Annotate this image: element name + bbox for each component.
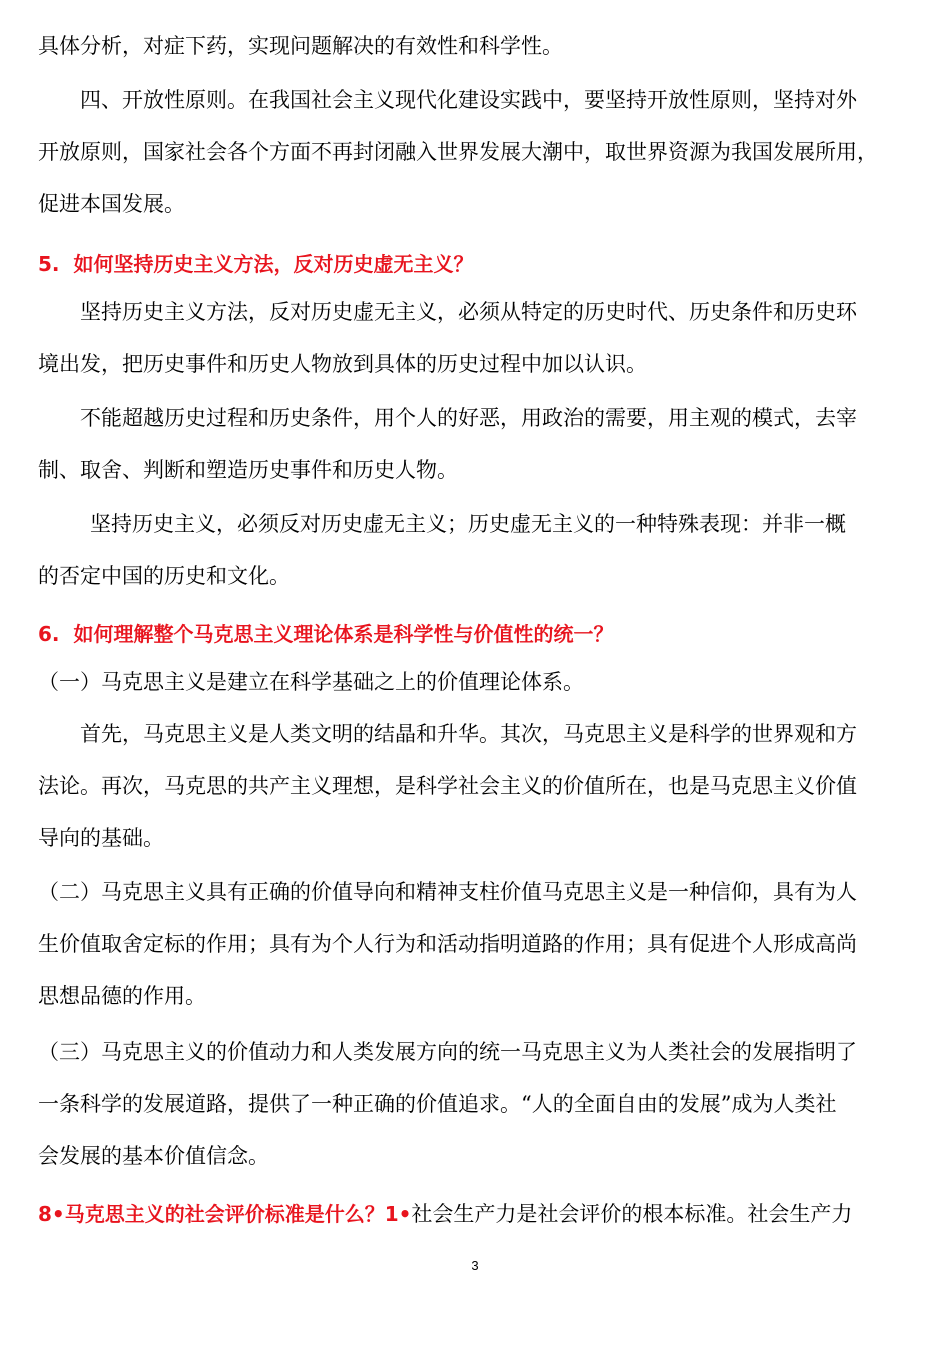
paragraph-line: 制、取舍、判断和塑造历史事件和历史人物。 xyxy=(38,458,458,482)
paragraph-line: 的否定中国的历史和文化。 xyxy=(38,564,290,588)
paragraph-line: 首先，马克思主义是人类文明的结晶和升华。其次，马克思主义是科学的世界观和方 xyxy=(80,722,857,746)
section-heading-8 xyxy=(38,1200,913,1228)
paragraph-line: 促进本国发展。 xyxy=(38,192,185,216)
paragraph-line: 开放原则，国家社会各个方面不再封闭融入世界发展大潮中，取世界资源为我国发展所用， xyxy=(38,140,878,164)
paragraph-line: 坚持历史主义，必须反对历史虚无主义；历史虚无主义的一种特殊表现：并非一概 xyxy=(90,512,846,536)
paragraph-line: （一）马克思主义是建立在科学基础之上的价值理论体系。 xyxy=(38,670,584,694)
heading-text: 8•马克思主义的社会评价标准是什么？ xyxy=(38,1202,385,1226)
heading-text: 如何理解整个马克思主义理论体系是科学性与价值性的统一？ xyxy=(73,622,614,646)
paragraph-line: 境出发，把历史事件和历史人物放到具体的历史过程中加以认识。 xyxy=(38,352,647,376)
paragraph-line: （二）马克思主义具有正确的价值导向和精神支柱价值马克思主义是一种信仰，具有为人 xyxy=(38,880,857,904)
heading-number: 5. xyxy=(38,252,60,276)
section-heading-6 xyxy=(38,620,913,648)
paragraph-line: 会发展的基本价值信念。 xyxy=(38,1144,269,1168)
paragraph-line: 坚持历史主义方法，反对历史虚无主义，必须从特定的历史时代、历史条件和历史环 xyxy=(80,300,857,324)
paragraph-line: 思想品德的作用。 xyxy=(38,984,206,1008)
paragraph-line: （三）马克思主义的价值动力和人类发展方向的统一马克思主义为人类社会的发展指明了 xyxy=(38,1040,857,1064)
paragraph-line: 导向的基础。 xyxy=(38,826,164,850)
paragraph-line: 法论。再次，马克思的共产主义理想，是科学社会主义的价值所在，也是马克思主义价值 xyxy=(38,774,857,798)
section-heading-5 xyxy=(38,250,913,278)
heading-trail-text: 社会生产力是社会评价的根本标准。社会生产力 xyxy=(411,1202,853,1226)
paragraph-line: 不能超越历史过程和历史条件，用个人的好恶，用政治的需要，用主观的模式，去宰 xyxy=(80,406,857,430)
paragraph-line: 一条科学的发展道路，提供了一种正确的价值追求。“人的全面自由的发展”成为人类社 xyxy=(38,1092,837,1116)
paragraph-line: 生价值取舍定标的作用；具有为个人行为和活动指明道路的作用；具有促进个人形成高尚 xyxy=(38,932,857,956)
paragraph-line: 四、开放性原则。在我国社会主义现代化建设实践中，要坚持开放性原则，坚持对外 xyxy=(80,88,857,112)
page-number: 3 xyxy=(471,1258,479,1273)
paragraph-line: 具体分析，对症下药，实现问题解决的有效性和科学性。 xyxy=(38,34,563,58)
heading-trail-number: 1• xyxy=(384,1202,412,1226)
heading-number: 6. xyxy=(38,622,60,646)
heading-text: 如何坚持历史主义方法，反对历史虚无主义？ xyxy=(73,252,474,276)
